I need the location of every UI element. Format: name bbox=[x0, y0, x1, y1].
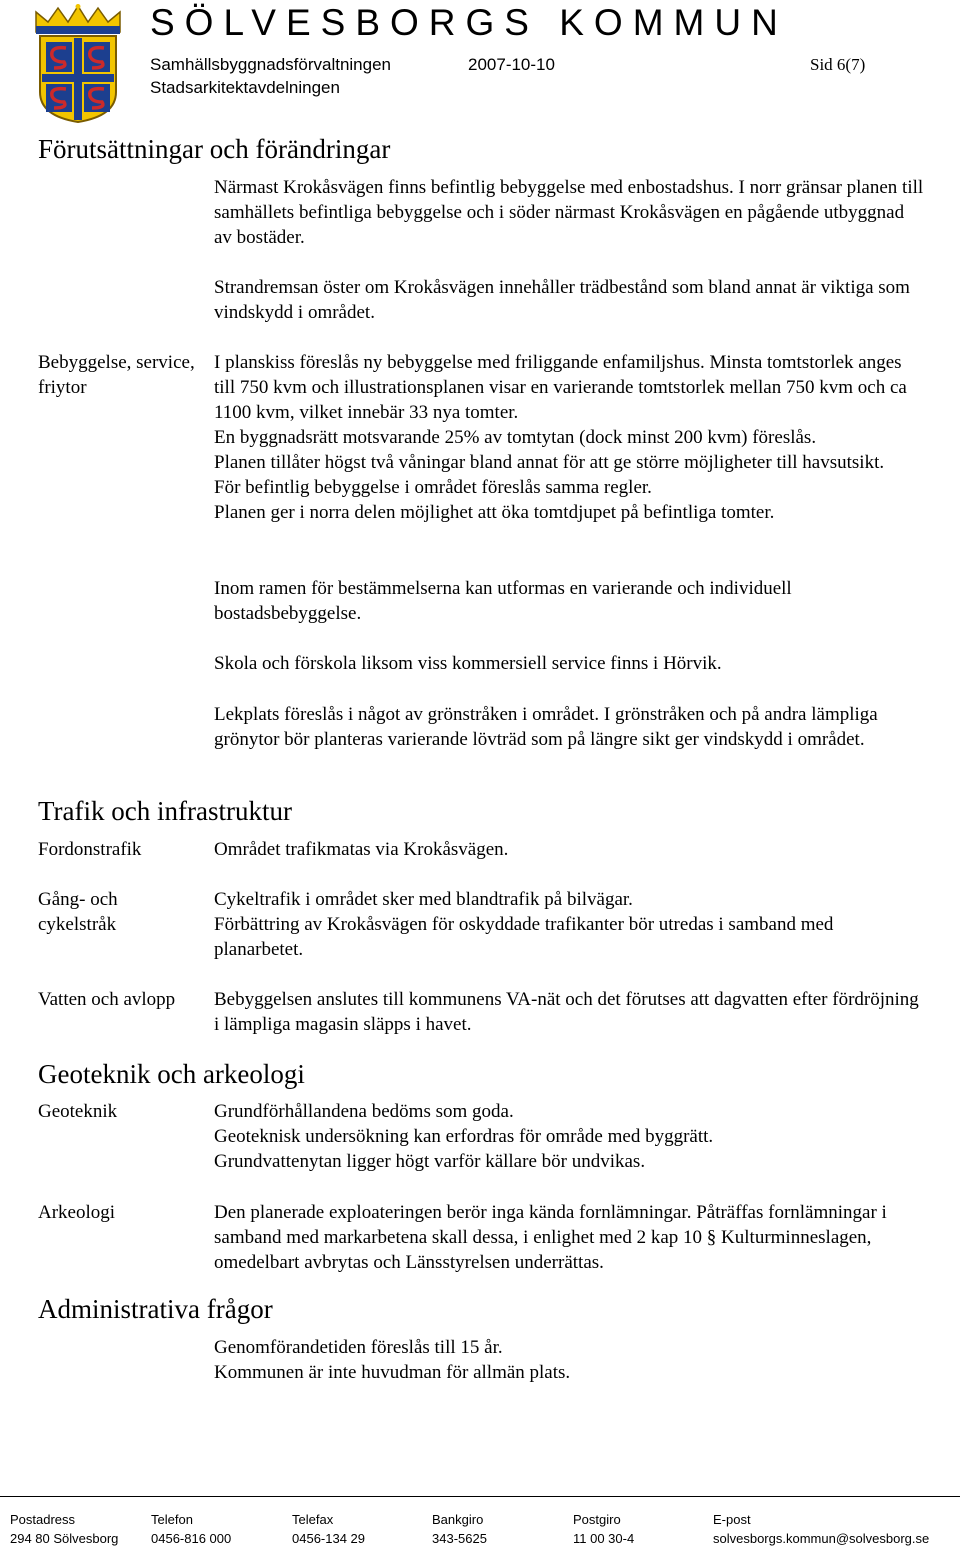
paragraph-arkeologi: Den planerade exploateringen berör inga kända fornlämningar. Påträffas fornlämningar i samband med markarbetena skall dessa, i enlighet med 2 kap 10 § Kulturminneslagen, omedelbart avbrytas och Länsstyrelsen underrättas. bbox=[214, 1202, 887, 1273]
grundvatten-line: Grundvattenytan ligger högt varför källare bör undvikas. bbox=[214, 1151, 646, 1172]
paragraph-vatten: Bebyggelsen anslutes till kommunens VA-nät och det förutses att dagvatten efter fördröjning i lämpliga magasin släpps i havet. bbox=[214, 989, 919, 1035]
footer-value: 11 00 30-4 bbox=[573, 1531, 635, 1546]
paragraph-administrativa bbox=[214, 1335, 926, 1385]
paragraph-shore-strip: Strandremsan öster om Krokåsvägen innehåller trädbestånd som bland annat är viktiga som vindskydd i området. bbox=[214, 277, 910, 323]
paragraph-planskiss bbox=[214, 350, 926, 525]
grundforhallanden-line: Grundförhållandena bedöms som goda. bbox=[214, 1101, 514, 1122]
side-label-gang-cykel: Gång- och cykelstråk bbox=[38, 889, 118, 935]
huvudman-line: Kommunen är inte huvudman för allmän plats. bbox=[214, 1362, 571, 1383]
paragraph-geoteknik bbox=[214, 1099, 926, 1174]
footer-postadress bbox=[10, 1510, 118, 1548]
side-label-bebyggelse: Bebyggelse, service, friytor bbox=[38, 352, 195, 398]
footer-epost bbox=[713, 1510, 929, 1548]
footer-label: E-post bbox=[713, 1512, 751, 1527]
section-heading-forutsattningar: Förutsättningar och förändringar bbox=[38, 134, 391, 164]
crest-icon bbox=[28, 4, 128, 124]
footer-value: 0456-816 000 bbox=[151, 1531, 232, 1546]
municipal-crest bbox=[28, 4, 128, 124]
paragraph-gang-cykel bbox=[214, 887, 926, 962]
undersokning-line: Geoteknisk undersökning kan erfordras för område med byggrätt. bbox=[214, 1126, 714, 1147]
page-number: Sid 6(7) bbox=[810, 55, 866, 74]
footer-telefon bbox=[151, 1510, 231, 1548]
section-heading-administrativa: Administrativa frågor bbox=[38, 1294, 273, 1324]
footer-postgiro bbox=[573, 1510, 634, 1548]
befintlig-line: För befintlig bebyggelse i området föreslås samma regler. bbox=[214, 477, 652, 498]
paragraph-bostadsbebyggelse: Inom ramen för bestämmelserna kan utformas en varierande och individuell bostadsbebyggelse. bbox=[214, 578, 792, 624]
footer-label: Postadress bbox=[10, 1512, 76, 1527]
side-label-geoteknik: Geoteknik bbox=[38, 1101, 118, 1122]
department-name: Samhällsbyggnadsförvaltningen bbox=[150, 55, 391, 74]
footer-bankgiro bbox=[432, 1510, 487, 1548]
side-label-fordonstrafik: Fordonstrafik bbox=[38, 839, 142, 860]
cykeltrafik-line: Cykeltrafik i området sker med blandtrafik på bilvägar. bbox=[214, 889, 633, 910]
unit-name: Stadsarkitektavdelningen bbox=[150, 78, 340, 97]
section-heading-trafik: Trafik och infrastruktur bbox=[38, 796, 292, 826]
genomforandetid-line: Genomförandetiden föreslås till 15 år. bbox=[214, 1337, 503, 1358]
forbattring-line: Förbättring av Krokåsvägen för oskyddade trafikanter bör utredas i samband med planarbetet. bbox=[214, 914, 834, 960]
section-heading-geoteknik: Geoteknik och arkeologi bbox=[38, 1059, 305, 1089]
tomtdjup-line: Planen ger i norra delen möjlighet att öka tomtdjupet på befintliga tomter. bbox=[214, 502, 775, 523]
byggnadsratt-line: En byggnadsrätt motsvarande 25% av tomtytan (dock minst 200 kvm) föreslås. bbox=[214, 427, 817, 448]
footer-value[interactable]: solvesborgs.kommun@solvesborg.se bbox=[713, 1531, 930, 1546]
footer-value: 294 80 Sölvesborg bbox=[10, 1531, 119, 1546]
vaningar-line: Planen tillåter högst två våningar bland annat för att ge större möjligheter till havsutsikt. bbox=[214, 452, 885, 473]
footer-value: 343-5625 bbox=[432, 1531, 487, 1546]
side-label-vatten: Vatten och avlopp bbox=[38, 989, 176, 1010]
footer-value: 0456-134 29 bbox=[292, 1531, 366, 1546]
paragraph-existing-buildings: Närmast Krokåsvägen finns befintlig bebyggelse med enbostadshus. I norr gränsar planen till samhällets befintliga bebyggelse och i söder närmast Krokåsvägen en pågående utbyggnad av bostäder. bbox=[214, 177, 924, 248]
footer-telefax bbox=[292, 1510, 365, 1548]
planskiss-line: I planskiss föreslås ny bebyggelse med friliggande enfamiljshus. Minsta tomtstorlek anges till 750 kvm och illustrationsplanen visar en varierande tomtstorlek mellan 750 kvm och ca 1100 kvm, vilket innebär 33 nya tomter. bbox=[214, 352, 907, 423]
paragraph-lekplats: Lekplats föreslås i något av grönstråken i området. I grönstråken och på andra lämpliga grönytor bör planteras varierande lövträd som på längre sikt ger vindskydd i området. bbox=[214, 704, 878, 750]
document-date: 2007-10-10 bbox=[468, 55, 555, 74]
paragraph-service: Skola och förskola liksom viss kommersiell service finns i Hörvik. bbox=[214, 653, 722, 674]
footer-label: Telefon bbox=[151, 1512, 193, 1527]
footer-label: Telefax bbox=[292, 1512, 334, 1527]
footer-rule bbox=[0, 1496, 960, 1497]
footer-label: Postgiro bbox=[573, 1512, 621, 1527]
footer-label: Bankgiro bbox=[432, 1512, 484, 1527]
municipality-name: SÖLVESBORGS KOMMUN bbox=[150, 2, 788, 43]
paragraph-fordonstrafik: Området trafikmatas via Krokåsvägen. bbox=[214, 839, 509, 860]
side-label-arkeologi: Arkeologi bbox=[38, 1202, 116, 1223]
